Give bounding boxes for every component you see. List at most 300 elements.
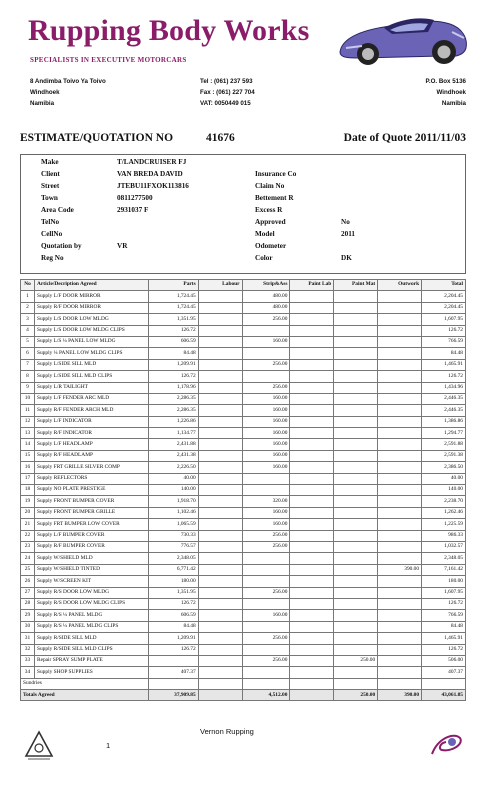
outwork-cell <box>378 314 422 325</box>
total-cell: 2,386.50 <box>422 462 466 473</box>
parts-cell <box>148 655 198 666</box>
paint-mat-cell <box>334 336 378 347</box>
item-description: Supply L/S DOOR LOW MLDG CLIPS <box>34 325 148 336</box>
item-description: Supply REFLECTORS <box>34 473 148 484</box>
item-no: 19 <box>21 496 35 507</box>
paint-mat-cell <box>334 291 378 302</box>
item-no: 23 <box>21 541 35 552</box>
item-no: 13 <box>21 428 35 439</box>
strip-ass-cell: 480.00 <box>242 302 290 313</box>
vehicle-client-details <box>20 154 466 274</box>
total-outwork: 390.00 <box>378 690 422 701</box>
total-paint-mat: 250.00 <box>334 690 378 701</box>
item-no: 33 <box>21 655 35 666</box>
table-row <box>21 564 466 575</box>
outwork-cell <box>378 462 422 473</box>
paint-mat-cell <box>334 564 378 575</box>
paint-mat-cell <box>334 633 378 644</box>
paint-lab-cell <box>290 633 334 644</box>
labour-cell <box>198 428 242 439</box>
parts-cell: 84.48 <box>148 348 198 359</box>
item-description: Supply ¼ PANEL LOW MLDG CLIPS <box>34 348 148 359</box>
outwork-cell <box>378 576 422 587</box>
outwork-cell <box>378 541 422 552</box>
paint-lab-cell <box>290 553 334 564</box>
total-cell: 407.37 <box>422 667 466 678</box>
parts-cell: 1,724.45 <box>148 291 198 302</box>
table-row <box>21 462 466 473</box>
item-no: 6 <box>21 348 35 359</box>
parts-cell: 2,348.05 <box>148 553 198 564</box>
labour-cell <box>198 553 242 564</box>
labour-cell <box>198 393 242 404</box>
parts-cell: 126.72 <box>148 598 198 609</box>
company-tagline: SPECIALISTS IN EXECUTIVE MOTORCARS <box>30 56 187 64</box>
paint-lab-cell <box>290 462 334 473</box>
paint-mat-cell <box>334 450 378 461</box>
parts-cell: 2,431.88 <box>148 439 198 450</box>
parts-cell: 1,351.95 <box>148 587 198 598</box>
strip-ass-cell: 160.00 <box>242 519 290 530</box>
strip-ass-cell: 256.00 <box>242 633 290 644</box>
table-row <box>21 359 466 370</box>
total-cell: 1,294.77 <box>422 428 466 439</box>
item-description: Supply R/F DOOR MIRROR <box>34 302 148 313</box>
paint-mat-cell <box>334 667 378 678</box>
parts-cell: 606.59 <box>148 336 198 347</box>
total-cell: 40.00 <box>422 473 466 484</box>
strip-ass-cell: 256.00 <box>242 314 290 325</box>
paint-lab-cell <box>290 530 334 541</box>
parts-cell: 1,724.45 <box>148 302 198 313</box>
total-cell: 2,238.70 <box>422 496 466 507</box>
item-description: Supply FRT BUMPER LOW COVER <box>34 519 148 530</box>
item-no: 20 <box>21 507 35 518</box>
paint-lab-cell <box>290 655 334 666</box>
paint-mat-cell <box>334 644 378 655</box>
item-description: Supply R/S ¼ PANEL MLDG <box>34 610 148 621</box>
paint-mat-cell <box>334 576 378 587</box>
item-no: 34 <box>21 667 35 678</box>
table-row <box>21 485 466 496</box>
strip-ass-cell <box>242 553 290 564</box>
strip-ass-cell: 256.00 <box>242 530 290 541</box>
labour-cell <box>198 348 242 359</box>
paint-lab-cell <box>290 621 334 632</box>
table-row <box>21 587 466 598</box>
labour-cell <box>198 610 242 621</box>
table-row <box>21 667 466 678</box>
total-cell: 766.59 <box>422 610 466 621</box>
item-description: Supply SHOP SUPPLIES <box>34 667 148 678</box>
table-row <box>21 507 466 518</box>
parts-cell: 1,209.91 <box>148 359 198 370</box>
paint-lab-cell <box>290 564 334 575</box>
item-no: 24 <box>21 553 35 564</box>
parts-cell: 6,771.42 <box>148 564 198 575</box>
table-header-row <box>21 280 466 291</box>
parts-cell: 2,286.35 <box>148 393 198 404</box>
paint-lab-cell <box>290 393 334 404</box>
table-row <box>21 598 466 609</box>
parts-cell: 2,286.35 <box>148 405 198 416</box>
labour-cell <box>198 359 242 370</box>
column-header: Total <box>422 280 466 291</box>
item-no: 16 <box>21 462 35 473</box>
paint-lab-cell <box>290 348 334 359</box>
paint-lab-cell <box>290 598 334 609</box>
column-header: Article/Decription Agreed <box>34 280 148 291</box>
strip-ass-cell: 160.00 <box>242 450 290 461</box>
item-no: 3 <box>21 314 35 325</box>
outwork-cell <box>378 667 422 678</box>
company-name: Rupping Body Works <box>28 14 310 47</box>
item-no: 1 <box>21 291 35 302</box>
parts-cell: 126.72 <box>148 644 198 655</box>
item-description: Supply L/R TAILIGHT <box>34 382 148 393</box>
table-row <box>21 291 466 302</box>
quote-number: 41676 <box>206 132 235 144</box>
paint-mat-cell <box>334 393 378 404</box>
labour-cell <box>198 621 242 632</box>
strip-ass-cell <box>242 371 290 382</box>
total-cell: 1,262.46 <box>422 507 466 518</box>
labour-cell <box>198 302 242 313</box>
item-no: 2 <box>21 302 35 313</box>
labour-cell <box>198 314 242 325</box>
paint-lab-cell <box>290 576 334 587</box>
paint-lab-cell <box>290 325 334 336</box>
strip-ass-cell <box>242 325 290 336</box>
table-row <box>21 530 466 541</box>
item-no: 15 <box>21 450 35 461</box>
item-no: 29 <box>21 610 35 621</box>
item-description: Repair SPRAY SUMP PLATE <box>34 655 148 666</box>
item-no: 30 <box>21 621 35 632</box>
strip-ass-cell: 160.00 <box>242 393 290 404</box>
table-row <box>21 302 466 313</box>
total-strip-ass: 4,512.00 <box>242 690 290 701</box>
labour-cell <box>198 473 242 484</box>
total-cell: 126.72 <box>422 371 466 382</box>
labour-cell <box>198 291 242 302</box>
paint-mat-cell <box>334 553 378 564</box>
item-no: 17 <box>21 473 35 484</box>
item-no: 14 <box>21 439 35 450</box>
item-description: Supply L/S DOOR LOW MLDG <box>34 314 148 325</box>
paint-mat-cell <box>334 507 378 518</box>
parts-cell: 84.48 <box>148 621 198 632</box>
total-cell: 1,386.86 <box>422 416 466 427</box>
item-description: Supply L/F BUMPER COVER <box>34 530 148 541</box>
strip-ass-cell <box>242 667 290 678</box>
paint-mat-cell <box>334 621 378 632</box>
labour-cell <box>198 564 242 575</box>
strip-ass-cell: 256.00 <box>242 382 290 393</box>
column-header: Paint Mat <box>334 280 378 291</box>
item-no: 26 <box>21 576 35 587</box>
paint-mat-cell <box>334 405 378 416</box>
strip-ass-cell: 160.00 <box>242 336 290 347</box>
strip-ass-cell: 160.00 <box>242 507 290 518</box>
labour-cell <box>198 371 242 382</box>
total-paint-lab <box>290 690 334 701</box>
column-header: No <box>21 280 35 291</box>
strip-ass-cell: 160.00 <box>242 610 290 621</box>
labour-cell <box>198 644 242 655</box>
paint-mat-cell <box>334 485 378 496</box>
table-row <box>21 325 466 336</box>
paint-mat-cell <box>334 382 378 393</box>
item-description: Supply R/F BUMPER COVER <box>34 541 148 552</box>
outwork-cell <box>378 450 422 461</box>
strip-ass-cell <box>242 576 290 587</box>
paint-mat-cell <box>334 359 378 370</box>
paint-lab-cell <box>290 450 334 461</box>
parts-cell: 2,226.50 <box>148 462 198 473</box>
total-cell: 2,446.35 <box>422 405 466 416</box>
item-description: Supply R/SIDE SILL MLD CLIPS <box>34 644 148 655</box>
item-description: Supply R/SIDE SILL MLD <box>34 633 148 644</box>
column-header: Parts <box>148 280 198 291</box>
outwork-cell <box>378 485 422 496</box>
item-no: 28 <box>21 598 35 609</box>
total-cell: 1,465.91 <box>422 633 466 644</box>
paint-mat-cell <box>334 473 378 484</box>
paint-mat-cell <box>334 598 378 609</box>
paint-lab-cell <box>290 416 334 427</box>
paint-lab-cell <box>290 667 334 678</box>
column-header: Strip&Ass <box>242 280 290 291</box>
item-description: Supply FRONT BUMPER COVER <box>34 496 148 507</box>
outwork-cell <box>378 359 422 370</box>
column-header: Paint Lab <box>290 280 334 291</box>
outwork-cell <box>378 598 422 609</box>
paint-mat-cell <box>334 530 378 541</box>
total-cell: 126.72 <box>422 325 466 336</box>
labour-cell <box>198 633 242 644</box>
total-cell: 180.00 <box>422 576 466 587</box>
info-row: Make T/LANDCRUISER FJ <box>41 158 187 166</box>
paint-mat-cell <box>334 416 378 427</box>
parts-cell: 1,918.70 <box>148 496 198 507</box>
labour-cell <box>198 576 242 587</box>
outwork-cell <box>378 382 422 393</box>
labour-cell <box>198 541 242 552</box>
strip-ass-cell <box>242 621 290 632</box>
info-row: CellNo Model 2011 <box>41 230 355 238</box>
strip-ass-cell: 160.00 <box>242 416 290 427</box>
paint-lab-cell <box>290 439 334 450</box>
outwork-cell <box>378 530 422 541</box>
labour-cell <box>198 598 242 609</box>
parts-cell: 126.72 <box>148 325 198 336</box>
outwork-cell <box>378 519 422 530</box>
labour-cell <box>198 336 242 347</box>
total-cell: 140.00 <box>422 485 466 496</box>
outwork-cell <box>378 633 422 644</box>
paint-lab-cell <box>290 473 334 484</box>
table-row <box>21 633 466 644</box>
paint-lab-cell <box>290 610 334 621</box>
parts-cell: 1,178.96 <box>148 382 198 393</box>
paint-mat-cell <box>334 325 378 336</box>
item-description: Supply R/F INDICATOR <box>34 428 148 439</box>
item-description: Supply W/SHIELD TINTED <box>34 564 148 575</box>
strip-ass-cell: 160.00 <box>242 405 290 416</box>
parts-cell: 1,351.95 <box>148 314 198 325</box>
column-header: Outwork <box>378 280 422 291</box>
parts-cell: 40.00 <box>148 473 198 484</box>
paint-mat-cell <box>334 519 378 530</box>
outwork-cell <box>378 655 422 666</box>
total-cell: 2,204.45 <box>422 302 466 313</box>
column-header: Labour <box>198 280 242 291</box>
table-row <box>21 393 466 404</box>
parts-cell: 1,226.86 <box>148 416 198 427</box>
outwork-cell <box>378 371 422 382</box>
table-row <box>21 450 466 461</box>
paint-lab-cell <box>290 428 334 439</box>
strip-ass-cell <box>242 644 290 655</box>
outwork-cell: 390.00 <box>378 564 422 575</box>
item-description: Supply NO PLATE PRESTIGE <box>34 485 148 496</box>
item-no: 25 <box>21 564 35 575</box>
strip-ass-cell: 256.00 <box>242 541 290 552</box>
totals-row <box>21 690 466 701</box>
total-cell: 986.33 <box>422 530 466 541</box>
strip-ass-cell: 256.00 <box>242 587 290 598</box>
total-cell: 1,032.57 <box>422 541 466 552</box>
strip-ass-cell: 160.00 <box>242 439 290 450</box>
item-no: 27 <box>21 587 35 598</box>
paint-mat-cell <box>334 314 378 325</box>
postal-address: P.O. Box 5136 Windhoek Namibia <box>425 78 466 107</box>
item-no: 7 <box>21 359 35 370</box>
paint-mat-cell <box>334 496 378 507</box>
info-row: Area Code 2931037 F Excess R <box>41 206 283 214</box>
parts-cell: 1,065.59 <box>148 519 198 530</box>
labour-cell <box>198 655 242 666</box>
paint-lab-cell <box>290 507 334 518</box>
labour-cell <box>198 496 242 507</box>
item-description: Supply R/S DOOR LOW MLDG CLIPS <box>34 598 148 609</box>
strip-ass-cell: 160.00 <box>242 428 290 439</box>
total-cell: 2,348.05 <box>422 553 466 564</box>
totals-label: Totals Agreed <box>21 690 149 701</box>
parts-cell: 1,102.46 <box>148 507 198 518</box>
strip-ass-cell <box>242 564 290 575</box>
paint-mat-cell <box>334 302 378 313</box>
total-cell: 2,446.35 <box>422 393 466 404</box>
letterhead <box>14 4 472 129</box>
parts-cell: 2,431.38 <box>148 450 198 461</box>
sundries-row <box>21 678 466 689</box>
item-description: Supply L/F INDICATOR <box>34 416 148 427</box>
paint-mat-cell <box>334 541 378 552</box>
total-cell: 84.48 <box>422 348 466 359</box>
paint-lab-cell <box>290 644 334 655</box>
total-cell: 126.72 <box>422 598 466 609</box>
table-row <box>21 428 466 439</box>
paint-mat-cell <box>334 462 378 473</box>
table-row <box>21 382 466 393</box>
info-row: Reg No Color DK <box>41 254 352 262</box>
table-row <box>21 314 466 325</box>
parts-cell: 1,134.77 <box>148 428 198 439</box>
item-description: Supply L/S ¼ PANEL LOW MLDG <box>34 336 148 347</box>
table-row <box>21 541 466 552</box>
table-row <box>21 416 466 427</box>
labour-cell <box>198 405 242 416</box>
table-row <box>21 371 466 382</box>
paint-lab-cell <box>290 371 334 382</box>
outwork-cell <box>378 587 422 598</box>
paint-lab-cell <box>290 485 334 496</box>
contact-numbers: Tel : (061) 237 593 Fax : (061) 227 704 VAT: 0050449 015 <box>200 78 255 107</box>
paint-lab-cell <box>290 519 334 530</box>
total-cell: 506.00 <box>422 655 466 666</box>
parts-cell: 126.72 <box>148 371 198 382</box>
paint-mat-cell <box>334 371 378 382</box>
parts-cell: 606.59 <box>148 610 198 621</box>
total-cell: 2,591.38 <box>422 450 466 461</box>
paint-lab-cell <box>290 336 334 347</box>
paint-lab-cell <box>290 541 334 552</box>
labour-cell <box>198 382 242 393</box>
info-row: Client VAN BREDA DAVID Insurance Co <box>41 170 297 178</box>
page-number: 1 <box>106 741 111 750</box>
paint-lab-cell <box>290 496 334 507</box>
item-no: 9 <box>21 382 35 393</box>
paint-mat-cell: 250.00 <box>334 655 378 666</box>
labour-cell <box>198 530 242 541</box>
outwork-cell <box>378 507 422 518</box>
outwork-cell <box>378 325 422 336</box>
strip-ass-cell: 256.00 <box>242 359 290 370</box>
info-row: TelNo Approved No <box>41 218 350 226</box>
item-description: Supply L/F HEADLAMP <box>34 439 148 450</box>
outwork-cell <box>378 553 422 564</box>
paint-lab-cell <box>290 382 334 393</box>
item-no: 32 <box>21 644 35 655</box>
table-row <box>21 644 466 655</box>
total-cell: 84.48 <box>422 621 466 632</box>
outwork-cell <box>378 416 422 427</box>
table-row <box>21 348 466 359</box>
item-no: 8 <box>21 371 35 382</box>
total-labour <box>198 690 242 701</box>
info-row: Town 0811277500 Bettement R <box>41 194 294 202</box>
item-no: 21 <box>21 519 35 530</box>
table-row <box>21 610 466 621</box>
item-no: 10 <box>21 393 35 404</box>
paint-mat-cell <box>334 428 378 439</box>
labour-cell <box>198 439 242 450</box>
outwork-cell <box>378 439 422 450</box>
sundries-label: Sundries <box>21 678 149 689</box>
table-row <box>21 496 466 507</box>
table-row <box>21 519 466 530</box>
paint-lab-cell <box>290 314 334 325</box>
item-no: 11 <box>21 405 35 416</box>
sports-car-illustration <box>332 8 472 70</box>
grand-total: 43,061.85 <box>422 690 466 701</box>
strip-ass-cell <box>242 485 290 496</box>
table-row <box>21 473 466 484</box>
paint-mat-cell <box>334 348 378 359</box>
parts-cell: 180.00 <box>148 576 198 587</box>
